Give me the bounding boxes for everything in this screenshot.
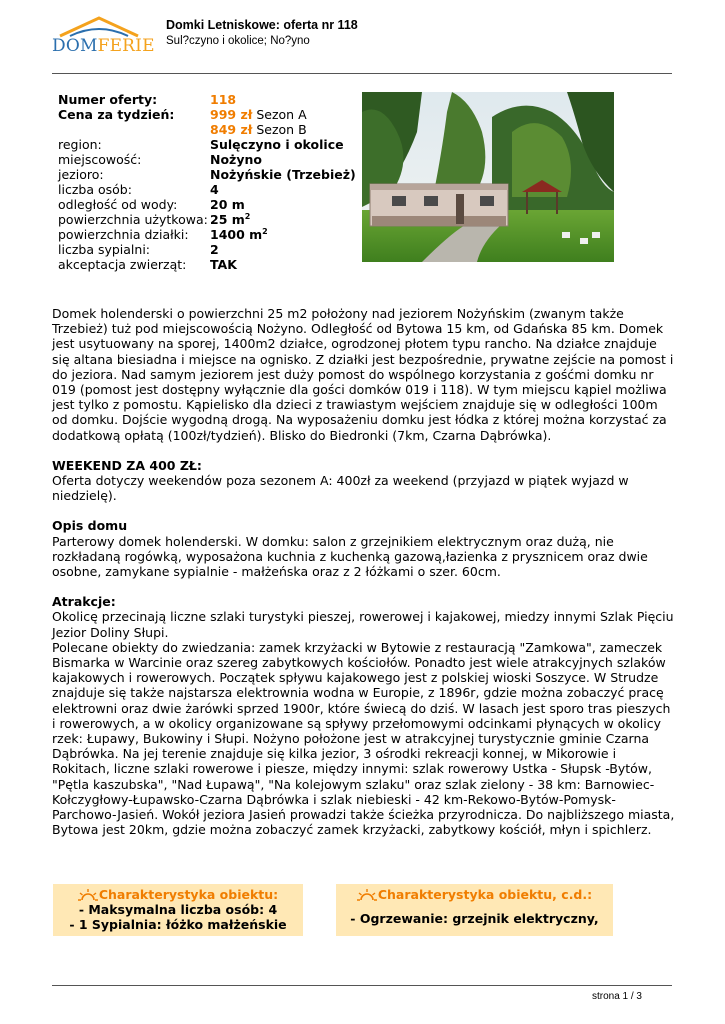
bedrooms-row — [58, 242, 356, 257]
fact-label: liczba sypialni: — [58, 242, 151, 257]
characteristic-item: - Maksymalna liczba osób: 4 — [78, 902, 278, 917]
fact-label: Numer oferty: — [58, 92, 158, 107]
attractions-heading: Atrakcje: — [52, 594, 116, 610]
price-season-a: 999 zł — [210, 107, 253, 122]
offer-description — [52, 306, 677, 838]
characteristic-item: - 1 Sypialnia: łóżko małżeńskie — [69, 917, 287, 932]
header-divider — [52, 73, 672, 74]
fact-value: Nożyńskie (Trzebież) — [210, 167, 356, 182]
fact-value: 2 — [210, 242, 219, 257]
footer-divider — [52, 985, 672, 986]
fact-label: miejscowość: — [58, 152, 142, 167]
fact-label: region: — [58, 137, 102, 152]
fact-label: powierzchnia użytkowa: — [58, 212, 208, 227]
weekend-text: Oferta dotyczy weekendów poza sezonem A: 400zł za weekend (przyjazd w piątek wyjazd w niedzielę). — [52, 473, 629, 504]
fact-label: liczba osób: — [58, 182, 132, 197]
fact-value: Sulęczyno i okolice — [210, 137, 344, 152]
area-value: 25 m — [210, 212, 245, 227]
roof-icon — [52, 14, 147, 38]
fact-row — [58, 152, 356, 167]
fact-value: TAK — [210, 257, 237, 272]
attractions-text: Okolicę przecinają liczne szlaki turystyki pieszej, rowerowej i kajakowej, miedzy innymi Szlak Pięciu Jezior Doliny Słupi. — [52, 609, 674, 640]
sun-icon — [357, 888, 377, 902]
fact-row — [58, 182, 356, 197]
fact-label: jezioro: — [58, 167, 104, 182]
domferie-logo[interactable] — [52, 14, 155, 66]
house-heading: Opis domu — [52, 518, 128, 534]
fact-value: 4 — [210, 182, 219, 197]
price-row — [58, 107, 356, 122]
offer-number-value: 118 — [210, 92, 237, 107]
logo-wordmark: DOMFERIE — [52, 36, 155, 56]
season-a-label: Sezon A — [256, 107, 307, 122]
fact-value: Nożyno — [210, 152, 262, 167]
area-row: powierzchnia użytkowa: 25 $m^2$ — [58, 212, 251, 227]
fact-label: odległość od wody: — [58, 197, 178, 212]
season-b-label: Sezon B — [256, 122, 307, 137]
characteristics-title: Charakterystyka obiektu, c.d.: — [377, 887, 593, 902]
weekend-heading: WEEKEND ZA 400 ZŁ: — [52, 457, 202, 473]
pets-row — [58, 257, 356, 272]
house-photo[interactable] — [362, 92, 614, 262]
fact-label: akceptacja zwierząt: — [58, 257, 187, 272]
fact-label: Cena za tydzień: — [58, 107, 175, 122]
price-season-b: 849 zł — [210, 122, 253, 137]
plot-row: powierzchnia działki: 1400 $m^2$ — [58, 227, 268, 242]
fact-row — [58, 167, 356, 182]
offer-facts-table — [58, 92, 356, 272]
characteristics-box — [53, 884, 303, 936]
characteristic-item: - Ogrzewanie: grzejnik elektryczny, — [350, 911, 599, 926]
fact-row — [58, 137, 356, 152]
plot-value: 1400 m — [210, 227, 263, 242]
document-subtitle: Sul?czyno i okolice; No?yno — [166, 35, 310, 47]
fact-label: powierzchnia działki: — [58, 227, 189, 242]
offer-number-row — [58, 92, 356, 107]
document-title: Domki Letniskowe: oferta nr 118 — [166, 18, 358, 32]
attractions-text: Polecane obiekty do zwiedzania: zamek krzyżacki w Bytowie z restauracją "Zamkowa", zameczek Bismarka w Warcinie oraz szereg zabytkowych kościołów. Ponadto jest wiele atrakcyjnych szlaków kajakowych i rowerowych. Początek spływu kajakowego jest z polskiej wioski Soszyce. W Strudze znajduje się także najstarsza elektrownia wodna w Europie, z 1896r, gdzie można zobaczyć pracę elektrowni oraz dwie żarówki sprzed 1900r, które świecą do dziś. W lasach jest sporo tras pieszych i rowerowych, a w okolicy organizowane są spływy przełomowymi odcinkami płynących w okolicy rzek: Łupawy, Bukowiny i Słupi. Nożyno położone jest w atrakcyjnej turystycznie gminie Czarna Dąbrówka. Na jej terenie znajduje się kilka jezior, 3 ośrodki rekreacji konnej, w Mikorowie i Rokitach, liczne szlaki rowerowe i piesze, między innymi: szlak rowerowy Ustka - Słupsk -Bytów, "Pętla kaszubska", "Nad Łupawą", "Na kolejowym szlaku" oraz szlak zielony - 38 km: Barnowiec-Kołczygłowy-Łupawsko-Czarna Dąbrówka i szlak niebieski - 42 km-Rekowo-Bytów-Pomysk-Parchowo-Jasień. Wokół jeziora Jasień prowadzi także ścieżka przyrodnicza. Do najbliższego miasta, Bytowa jest 20km, gdzie można zobaczyć zamek krzyżacki, zabytkowy kościół, młyn i spichlerz. — [52, 639, 675, 838]
fact-row — [58, 197, 356, 212]
page-number: strona 1 / 3 — [591, 991, 642, 1002]
characteristics-title: Charakterystyka obiektu: — [98, 887, 279, 902]
house-text: Parterowy domek holenderski. W domku: salon z grzejnikiem elektrycznym oraz dużą, nie rozkładaną rogówką, wyposażona kuchnia z kuchenką gazową,łazienka z prysznicem oraz dwie osobne, zamykane sypialnie - małżeńska oraz z 2 łóżkami o szer. 60cm. — [52, 533, 648, 580]
price-row-b — [58, 122, 356, 137]
fact-value: 20 m — [210, 197, 245, 212]
description-paragraph: Domek holenderski o powierzchni 25 m2 położony nad jeziorem Nożyńskim (zwanym także Trzebież) tuż pod miejscowością Nożyno. Odległość od Bytowa 15 km, od Gdańska 85 km. Domek jest usytuowany na sporej, 1400m2 działce, ogrodzonej płotem typu rancho. Na działce znajduje się altana biesiadna i miejsce na ognisko. Z działki jest bezpośrednie, prywatne zejście na pomost i do jeziora. Nad samym jeziorem jest duży pomost do wspólnego korzystania z gośćmi domku nr 019 (pomost jest dostępny wyłącznie dla gości domków 019 i 118). W tym miejscu kąpiel możliwa jest tylko z pomostu. Kąpielisko dla dzieci z trawiastym wejściem znajduje się w odległości 100m od domku. Dojście wygodną drogą. Na wyposażeniu domku jest łódka z której można korzystać za dodatkową opłatą (100zł/tydzień). Blisko do Biedronki (7km, Czarna Dąbrówka). — [52, 306, 674, 443]
characteristics-box-continued — [336, 884, 613, 936]
sun-icon — [78, 888, 98, 902]
